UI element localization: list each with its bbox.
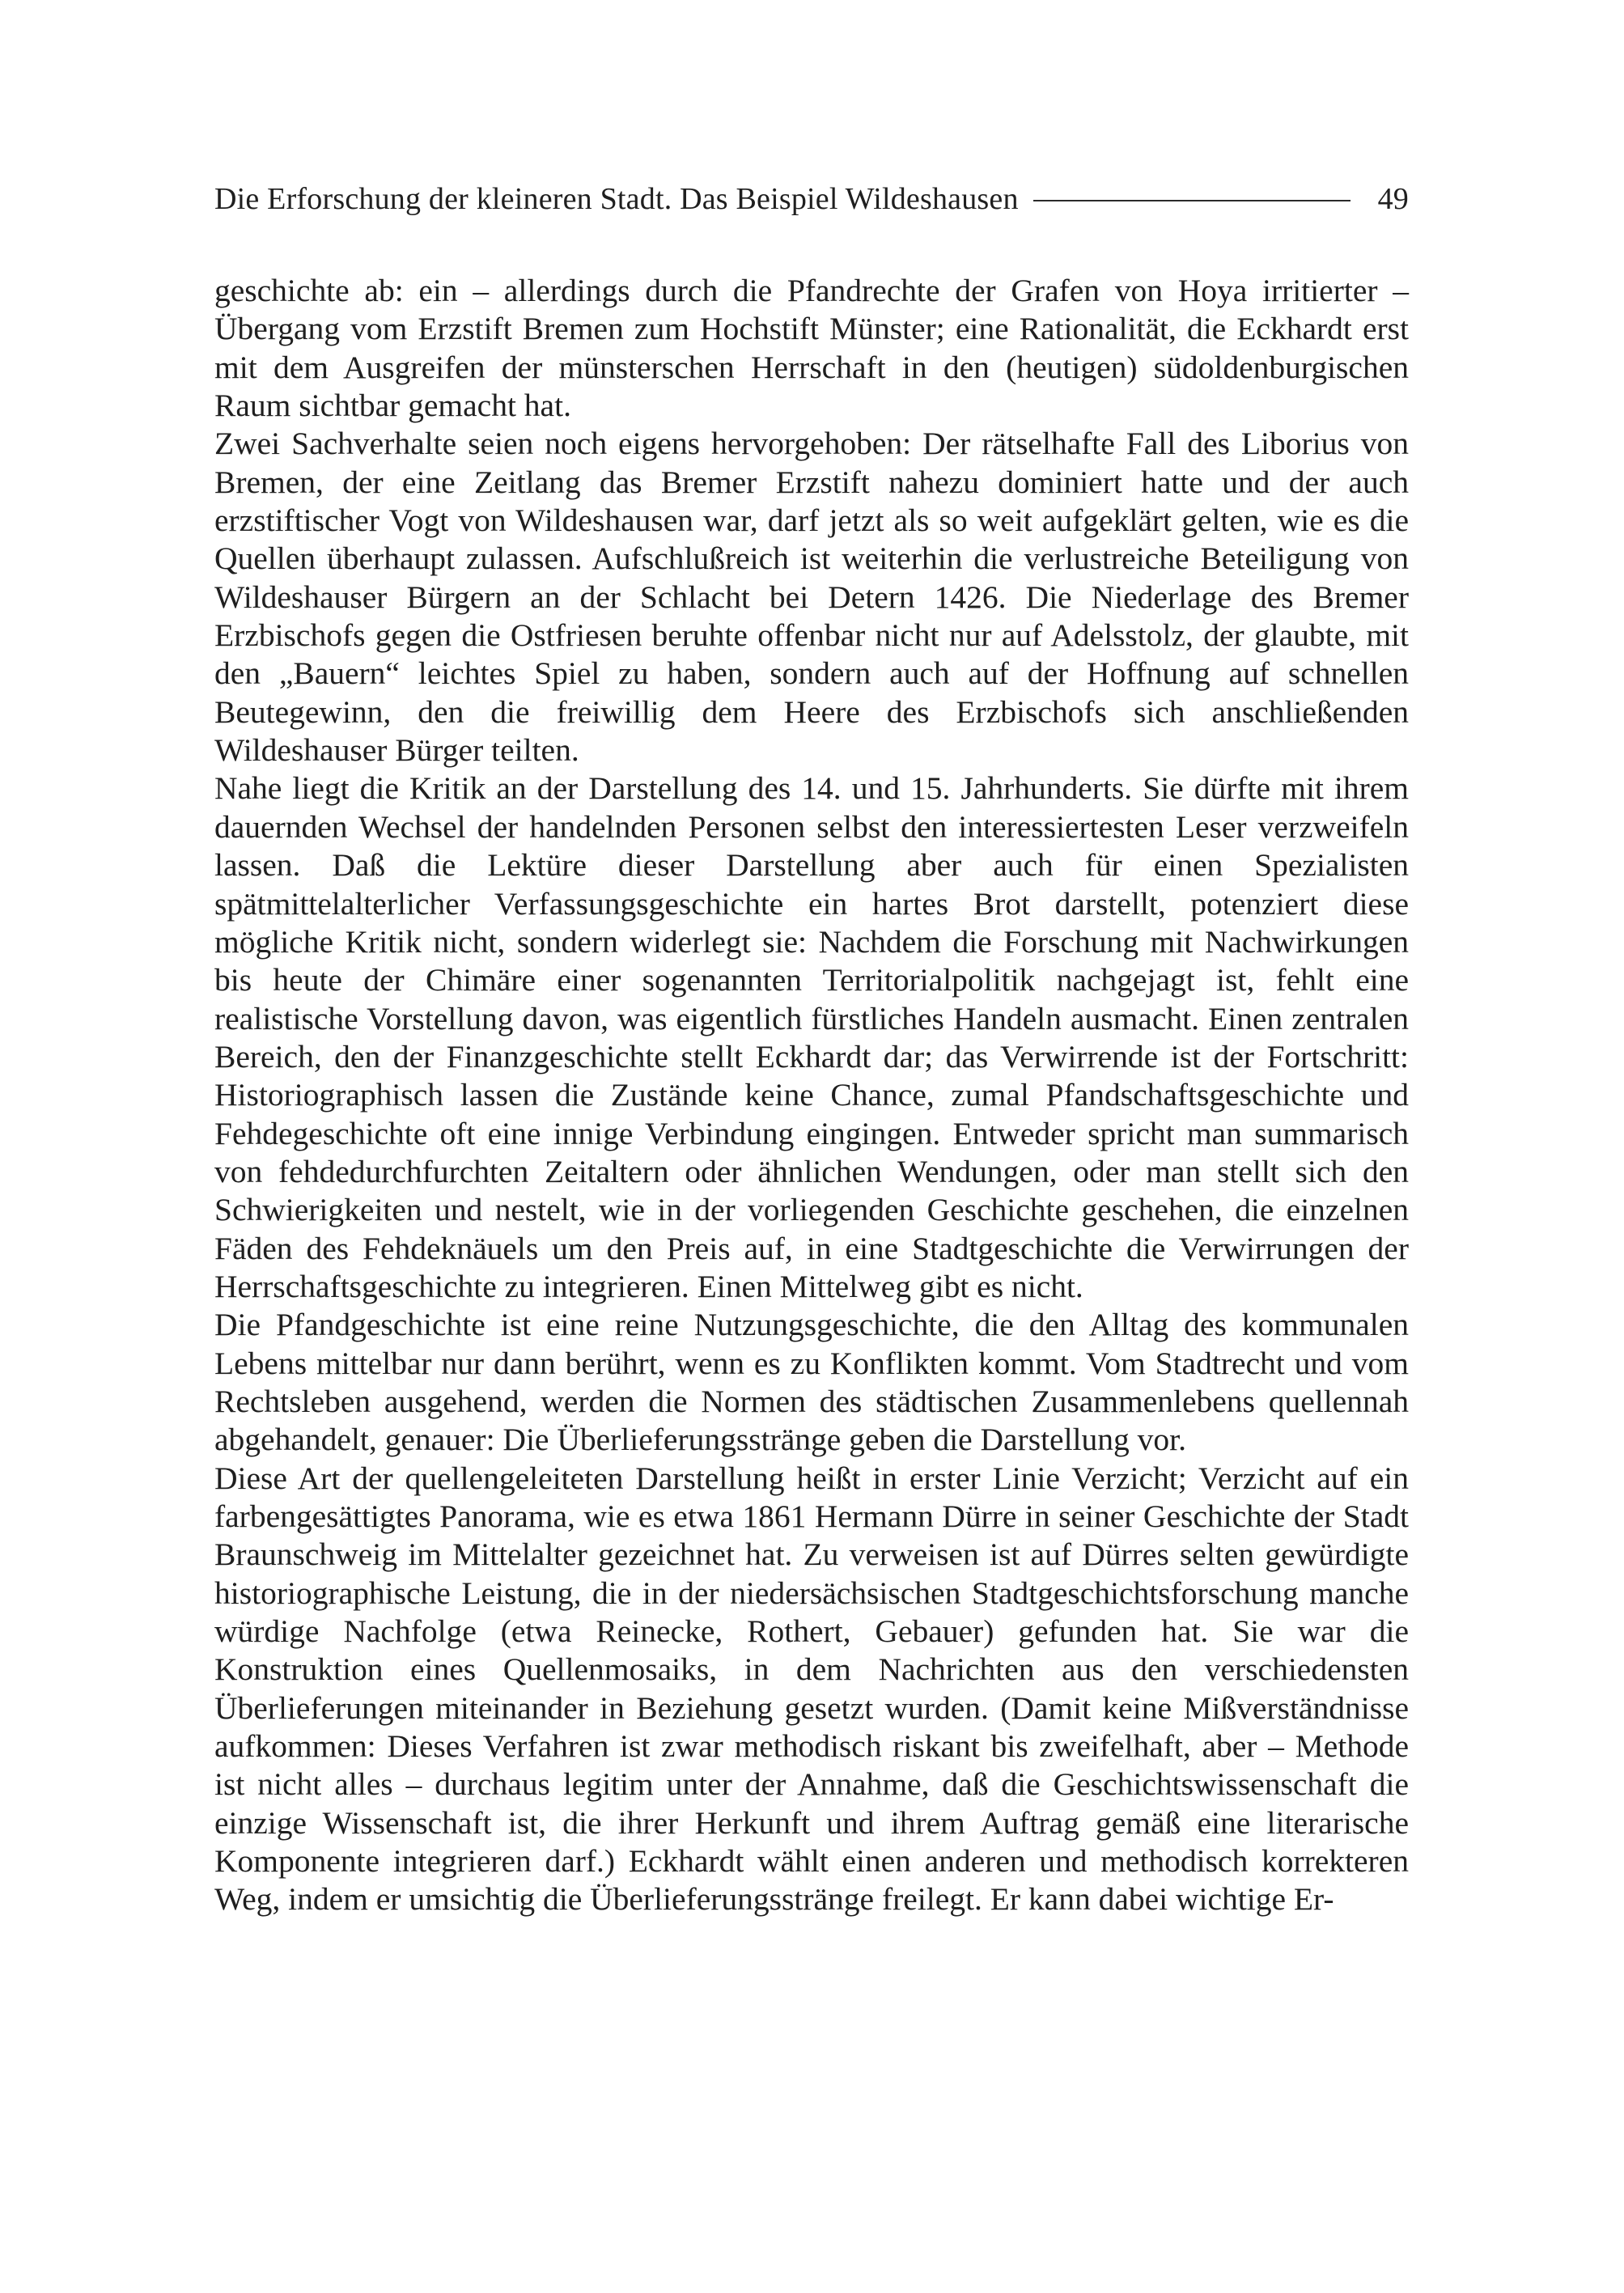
paragraph: Diese Art der quellengeleiteten Darstellung heißt in erster Linie Verzicht; Verzicht auf ein farbengesättigtes Panorama, wie es etwa 1861 Hermann Dürre in seiner Geschichte der Stadt Braunschweig im Mittelalter gezeichnet hat. Zu verweisen ist auf Dürres selten gewürdigte historiographische Leistung, die in der niedersächsischen Stadtgeschichtsforschung manche würdige Nachfolge (etwa Reinecke, Rothert, Gebauer) gefunden hat. Sie war die Konstruktion eines Quellenmosaiks, in dem Nachrichten aus den verschiedensten Überlieferungen miteinander in Beziehung gesetzt wurden. (Damit keine Mißverständnisse aufkommen: Dieses Verfahren ist zwar methodisch riskant bis zweifelhaft, aber – Methode ist nicht alles – durchaus legitim unter der Annahme, daß die Geschichtswissenschaft die einzige Wissenschaft ist, die ihrer Herkunft und ihrem Auftrag gemäß eine literarische Komponente integrieren darf.) Eckhardt wählt einen anderen und methodisch korrekteren Weg, indem er umsichtig die Überlieferungsstränge freilegt. Er kann dabei wichtige Er- (214, 1460, 1409, 1918)
paragraph: Die Pfandgeschichte ist eine reine Nutzungsgeschichte, die den Alltag des kommunalen Lebens mittelbar nur dann berührt, wenn es zu Konflikten kommt. Vom Stadtrecht und vom Rechtsleben ausgehend, werden die Normen des städtischen Zusammenlebens quellennah abgehandelt, genauer: Die Überlieferungsstränge geben die Darstellung vor. (214, 1307, 1409, 1458)
header-rule (1033, 200, 1351, 201)
body-text (214, 272, 1409, 1919)
running-header (214, 175, 1409, 223)
paragraph: Zwei Sachverhalte seien noch eigens hervorgehoben: Der rätselhafte Fall des Liborius von Bremen, der eine Zeitlang das Bremer Erzstift nahezu dominiert hatte und der auch erzstiftischer Vogt von Wildeshausen war, darf jetzt als so weit aufgeklärt gelten, wie es die Quellen überhaupt zulassen. Aufschlußreich ist weiterhin die verlustreiche Beteiligung von Wildeshauser Bürgern an der Schlacht bei Detern 1426. Die Niederlage des Bremer Erzbischofs gegen die Ostfriesen beruhte offenbar nicht nur auf Adelsstolz, der glaubte, mit den „Bauern“ leichtes Spiel zu haben, sondern auch auf der Hoffnung auf schnellen Beutegewinn, den die freiwillig dem Heere des Erzbischofs sich anschließenden Wildeshauser Bürger teilten. (214, 426, 1409, 769)
paragraph: geschichte ab: ein – allerdings durch die Pfandrechte der Grafen von Hoya irritierter – Übergang vom Erzstift Bremen zum Hochstift Münster; eine Rationalität, die Eckhardt erst mit dem Ausgreifen der münsterschen Herrschaft in den (heutigen) südoldenburgischen Raum sichtbar gemacht hat. (214, 273, 1409, 424)
page-number: 49 (1377, 182, 1409, 216)
running-header-title: Die Erforschung der kleineren Stadt. Das Beispiel Wildeshausen (214, 182, 1019, 216)
paragraph: Nahe liegt die Kritik an der Darstellung des 14. und 15. Jahrhunderts. Sie dürfte mit ihrem dauernden Wechsel der handelnden Personen selbst den interessiertesten Leser verzweifeln lassen. Daß die Lektüre dieser Darstellung aber auch für einen Spezialisten spätmittelalterlicher Verfassungsgeschichte ein hartes Brot darstellt, potenziert diese mögliche Kritik nicht, sondern widerlegt sie: Nachdem die Forschung mit Nachwirkungen bis heute der Chimäre einer sogenannten Territorialpolitik nachgejagt ist, fehlt eine realistische Vorstellung davon, was eigentlich fürstliches Handeln ausmacht. Einen zentralen Bereich, den der Finanzgeschichte stellt Eckhardt dar; das Verwirrende ist der Fortschritt: Historiographisch lassen die Zustände keine Chance, zumal Pfandschaftsgeschichte und Fehdegeschichte oft eine innige Verbindung eingingen. Entweder spricht man summarisch von fehdedurchfurchten Zeitaltern oder ähnlichen Wendungen, oder man stellt sich den Schwierigkeiten und nestelt, wie in der vorliegenden Geschichte geschehen, die einzelnen Fäden des Fehdeknäuels um den Preis auf, in eine Stadtgeschichte die Verwirrungen der Herrschaftsgeschichte zu integrieren. Einen Mittelweg gibt es nicht. (214, 770, 1409, 1304)
